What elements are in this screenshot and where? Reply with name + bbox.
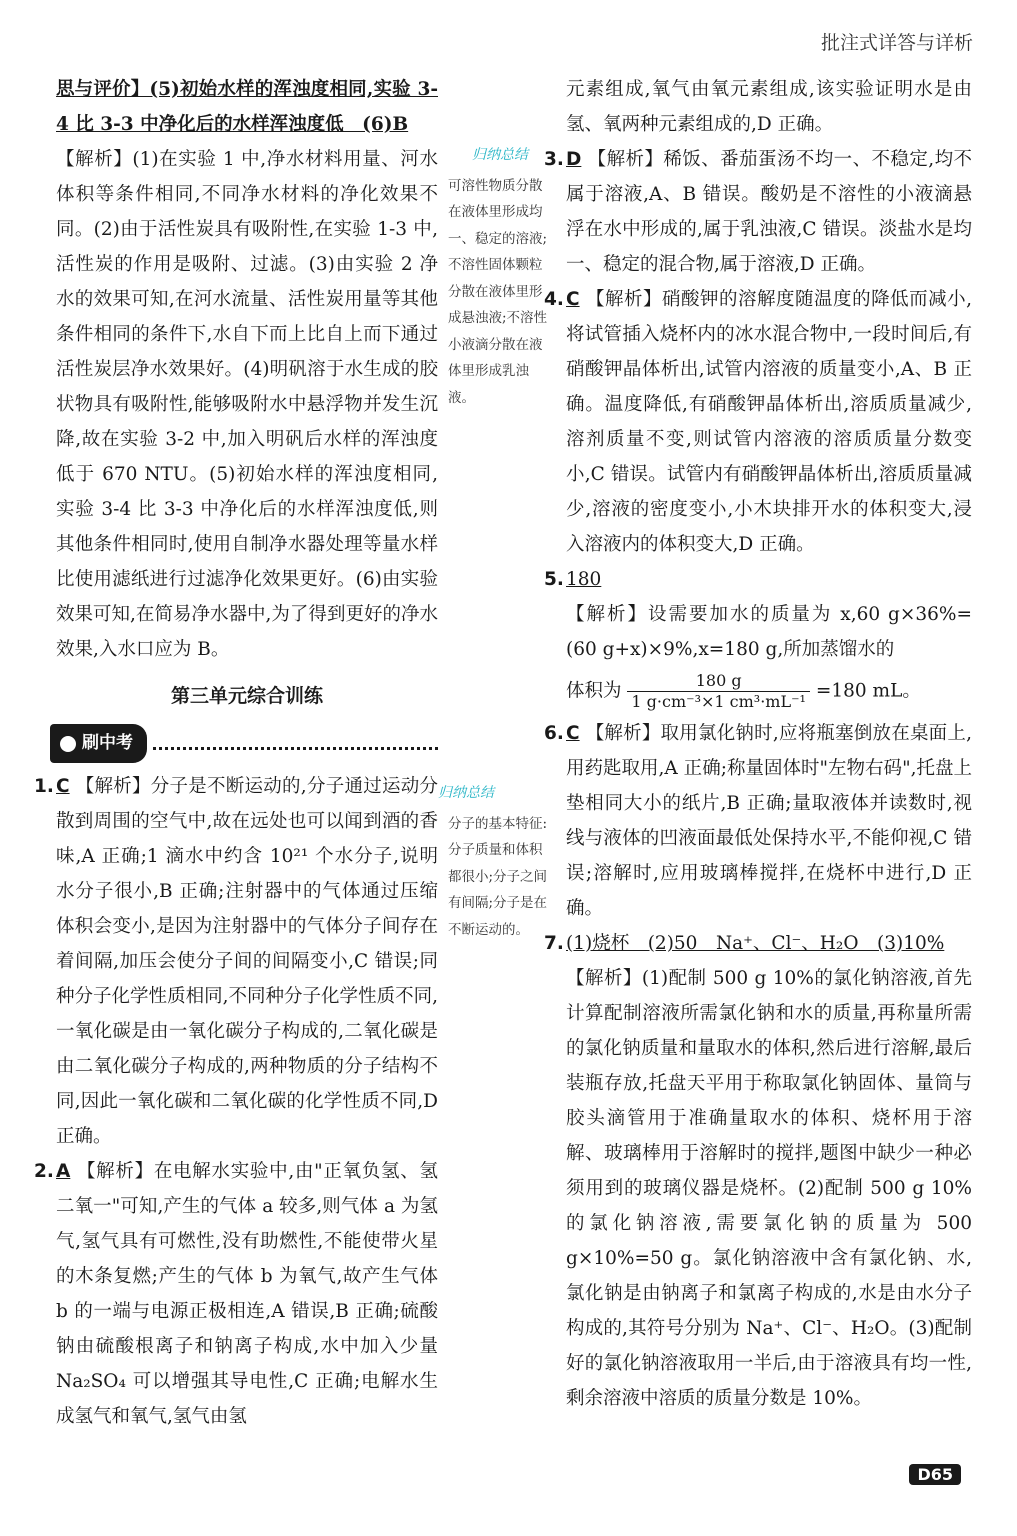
q5-formula: 体积为 $\frac{180 g}{\text{1 g·cm⁻³×1 cm³·mL⁻¹}}$ =180 mL。: [566, 671, 921, 711]
side-text-2: 分子的基本特征:分子质量和体积都很小;分子之间有间隔;分子是在不断运动的。: [448, 815, 548, 938]
pencil-icon: [60, 736, 76, 752]
eval-explanation: 【解析】(1)在实验 1 中,净水材料用量、河水体积等条件相同,不同净水材料的净化效果不同。(2)由于活性炭具有吸附性,在实验 1-3 中,活性炭的作用是吸附、过滤。(3)由实验 2 净水的效果可知,在河水流量、活性炭用量等其他条件相同的条件下,水自下而上比自上而下通过活性炭层净水效果好。(4)明矾溶于水生成的胶状物具有吸附性,能够吸附水中悬浮物并发生沉降,故在实验 3-2 中,加入明矾后水样的浑浊度低于 670 NTU。(5)初始水样的浑浊度相同,实验 3-4 比 3-3 中净化后的水样浑浊度低,则其他条件相同时,使用自制净水器处理等量水样比使用滤纸进行过滤净化效果更好。(6)由实验效果可知,在简易净水器中,为了得到更好的净水效果,入水口应为 B。: [56, 149, 438, 660]
left-column: [34, 72, 438, 1434]
exam-banner: [50, 724, 438, 763]
q7-explanation: 【解析】(1)配制 500 g 10%的氯化钠溶液,首先计算配制溶液所需氯化钠和水的质量,再称量所需的氯化钠质量和量取水的体积,然后进行溶解,最后装瓶存放,托盘天平用于称取氯化钠固体、量筒与胶头滴管用于准确量取水的体积、烧杯用于溶解、玻璃棒用于溶解时的搅拌,题图中缺少一种必须用到的玻璃仪器是烧杯。(2)配制 500 g 10%的氯化钠溶液,需要氯化钠的质量为 500 g×10%=50 g。氯化钠溶液中含有氯化钠、水,氯化钠是由钠离子和氯离子构成的,水是由水分子构成的,其符号分别为 Na⁺、Cl⁻、H₂O。(3)配制好的氯化钠溶液取用一半后,由于溶液具有均一性,剩余溶液中溶质的质量分数是 10%。: [566, 968, 972, 1409]
side-note-2: [438, 780, 554, 943]
q5-explanation: 【解析】设需要加水的质量为 x,60 g×36%=(60 g+x)×9%,x=180 g,所加蒸馏水的: [566, 604, 972, 660]
side-title-2: 归纳总结: [438, 785, 494, 801]
dotted-rule: [153, 737, 438, 750]
volume-fraction: $\frac{180 g}{\text{1 g·cm⁻³×1 cm³·mL⁻¹}}$: [627, 671, 810, 712]
q7: 7. (1)烧杯 (2)50 Na⁺、Cl⁻、H₂O (3)10%: [544, 933, 945, 954]
page-number: D65: [909, 1464, 961, 1485]
side-title-1: 归纳总结: [472, 147, 528, 163]
q1: 1. C 【解析】分子是不断运动的,分子通过运动分散到周围的空气中,故在远处也可以闻到酒的香味,A 正确;1 滴水中约含 10²¹ 个水分子,说明水分子很小,B 正确;注射器中的气体通过压缩体积会变小,是因为注射器中的气体分子间存在着间隔,加压会使分子间的间隔变小,C 错误;同种分子化学性质相同,不同种分子化学性质不同,一氧化碳是由一氧化碳分子构成的,二氧化碳是由二氧化碳分子构成的,两种物质的分子结构不同,因此一氧化碳和二氧化碳的化学性质不同,D 正确。: [34, 776, 438, 1147]
banner-pill: 刷中考: [50, 724, 147, 763]
q2: 2. A 【解析】在电解水实验中,由"正氧负氢、氢二氧一"可知,产生的气体 a 较多,则气体 a 为氢气,氢气具有可燃性,没有助燃性,不能使带火星的木条复燃;产生的气体 b 为氧气,故产生气体 b 的一端与电源正极相连,A 错误,B 正确;硫酸钠由硫酸根离子和钠离子构成,水中加入少量 Na₂SO₄ 可以增强其导电性,C 正确;电解水生成氢气和氧气,氢气由氢: [34, 1161, 438, 1427]
unit-title: 第三单元综合训练: [170, 685, 323, 707]
side-note-1: [448, 142, 554, 411]
right-column: [544, 72, 972, 1416]
q5: 5. 180: [544, 569, 602, 590]
q4: 4. C 【解析】硝酸钾的溶解度随温度的降低而减小,将试管插入烧杯内的冰水混合物中,一段时间后,有硝酸钾晶体析出,试管内溶液的质量变小,A、B 正确。温度降低,有硝酸钾晶体析出,溶质质量减少,溶剂质量不变,则试管内溶液的溶质质量分数变小,C 错误。试管内有硝酸钾晶体析出,溶质质量减少,溶液的密度变小,小木块排开水的体积变大,浸入溶液内的体积变大,D 正确。: [544, 289, 972, 555]
q6: 6. C 【解析】取用氯化钠时,应将瓶塞倒放在桌面上,用药匙取用,A 正确;称量固体时"左物右码",托盘上垫相同大小的纸片,B 正确;量取液体并读数时,视线与液体的凹液面最低处保持水平,不能仰视,C 错误;溶解时,应用玻璃棒搅拌,在烧杯中进行,D 正确。: [544, 723, 972, 919]
page-header: 批注式详答与详析: [820, 32, 973, 54]
eval-answer: 思与评价】(5)初始水样的浑浊度相同,实验 3-4 比 3-3 中净化后的水样浑浊度低 (6)B: [56, 79, 438, 135]
q3: 3. D 【解析】稀饭、番茄蛋汤不均一、不稳定,均不属于溶液,A、B 错误。酸奶是不溶性的小液滴悬浮在水中形成的,属于乳浊液,C 错误。淡盐水是均一、稳定的混合物,属于溶液,D 正确。: [544, 149, 972, 275]
side-text-1: 可溶性物质分散在液体里形成均一、稳定的溶液;不溶性固体颗粒分散在液体里形成悬浊液;不溶性小液滴分散在液体里形成乳浊液。: [448, 177, 548, 406]
q2-continued: 元素组成,氧气由氧元素组成,该实验证明水是由氢、氧两种元素组成的,D 正确。: [566, 79, 972, 135]
